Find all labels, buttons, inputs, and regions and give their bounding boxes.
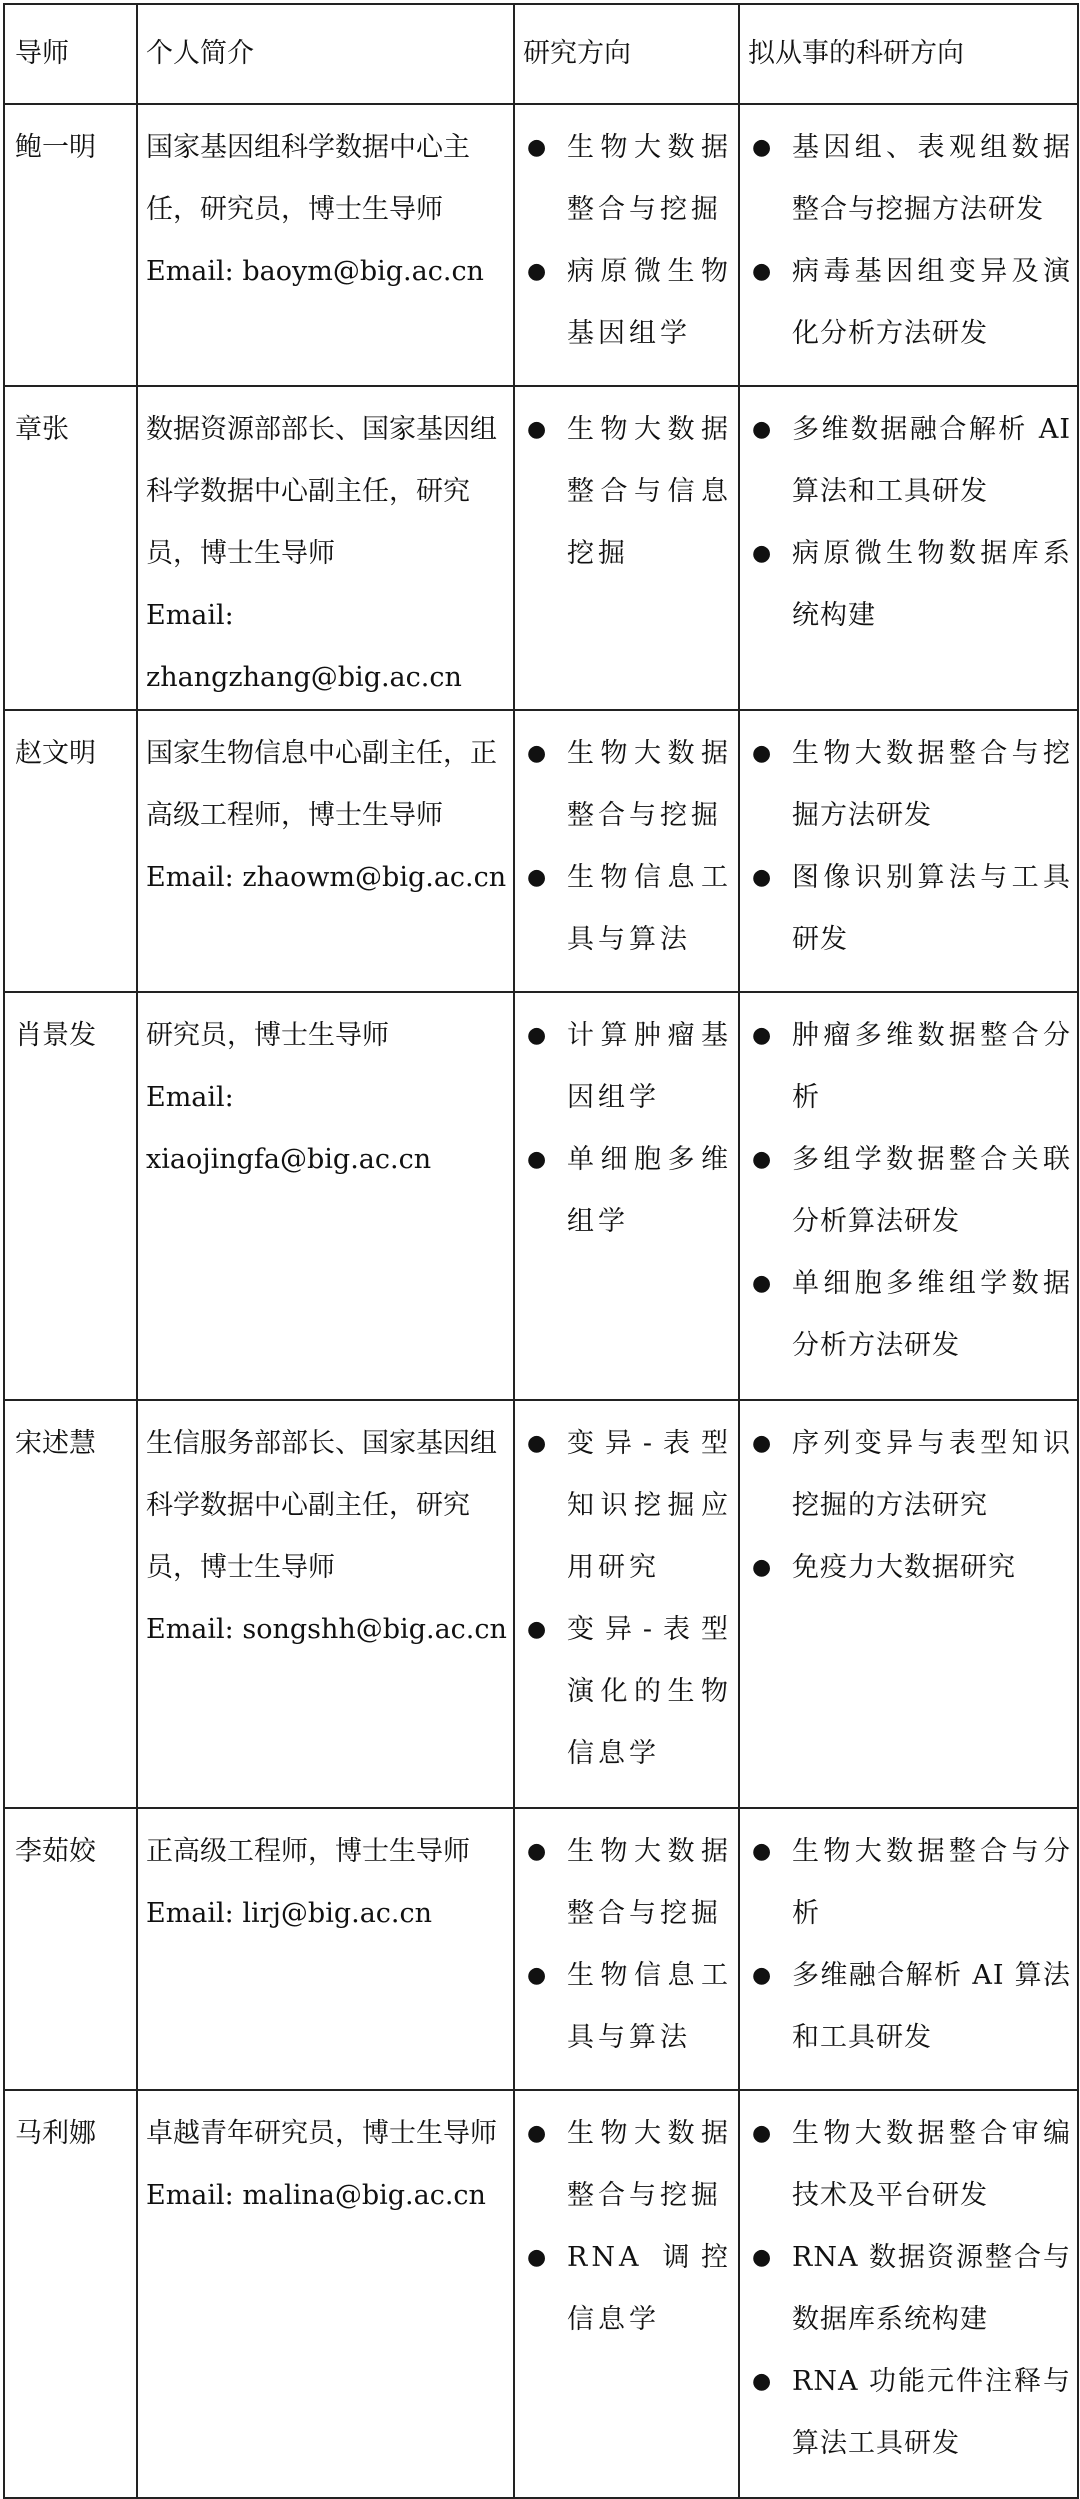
planned-directions-list — [748, 723, 1071, 971]
mentor-name: 赵文明 — [4, 710, 137, 992]
mentor-intro: 研究员，博士生导师 — [146, 1020, 389, 1051]
list-item-text: RNA 功能元件注释与算法工具研发 — [792, 2366, 1071, 2459]
mentor-email: Email: zhangzhang@big.ac.cn — [146, 600, 462, 693]
planned-directions-list — [748, 399, 1071, 647]
list-item — [748, 1005, 1071, 1129]
list-item-text: 单细胞多维组学数据分析方法研发 — [792, 1268, 1071, 1361]
mentor-name: 肖景发 — [4, 992, 137, 1400]
bullet-icon: ● — [752, 2121, 773, 2146]
mentor-intro: 数据资源部部长、国家基因组科学数据中心副主任，研究员，博士生导师 — [146, 414, 497, 569]
planned-directions — [739, 104, 1078, 386]
research-directions — [514, 710, 739, 992]
planned-directions — [739, 1400, 1078, 1808]
list-item-text: 病原微生物数据库系统构建 — [792, 538, 1071, 631]
list-item — [523, 1005, 732, 1129]
table-row — [4, 1400, 1078, 1808]
mentor-intro: 国家生物信息中心副主任，正高级工程师，博士生导师 — [146, 738, 497, 831]
mentor-intro-cell — [137, 386, 514, 710]
list-item — [748, 2103, 1071, 2227]
list-item-text: 生物大数据整合与分析 — [792, 1836, 1071, 1929]
bullet-icon: ● — [752, 1271, 773, 1296]
list-item-text: 单细胞多维组学 — [567, 1144, 732, 1237]
bullet-icon: ● — [752, 541, 773, 566]
bullet-icon: ● — [527, 1023, 551, 1048]
bullet-icon: ● — [527, 259, 551, 284]
planned-directions-list — [748, 2103, 1071, 2475]
planned-directions — [739, 2090, 1078, 2498]
planned-directions — [739, 1808, 1078, 2090]
bullet-icon: ● — [527, 741, 551, 766]
list-item-text: 生物大数据整合与挖掘 — [567, 2118, 732, 2211]
list-item — [523, 241, 732, 365]
list-item-text: 生物大数据整合审编技术及平台研发 — [792, 2118, 1071, 2211]
planned-directions-list — [748, 1821, 1071, 2069]
research-directions — [514, 1808, 739, 2090]
research-directions — [514, 1400, 739, 1808]
bullet-icon: ● — [752, 259, 773, 284]
list-item — [748, 2227, 1071, 2351]
list-item-text: 变异-表型知识挖掘应用研究 — [567, 1428, 732, 1583]
list-item — [748, 1821, 1071, 1945]
list-item-text: 计算肿瘤基因组学 — [567, 1020, 732, 1113]
bullet-icon: ● — [752, 1963, 773, 1988]
list-item-text: 病毒基因组变异及演化分析方法研发 — [792, 256, 1071, 349]
mentor-email: Email: zhaowm@big.ac.cn — [146, 862, 507, 893]
bullet-icon: ● — [752, 1839, 773, 1864]
list-item-text: 多维数据融合解析 AI 算法和工具研发 — [792, 414, 1071, 507]
mentor-name: 马利娜 — [4, 2090, 137, 2498]
list-item-text: RNA 调控信息学 — [567, 2242, 732, 2335]
mentor-email: Email: songshh@big.ac.cn — [146, 1614, 507, 1645]
list-item-text: 生物大数据整合与挖掘 — [567, 1836, 732, 1929]
bullet-icon: ● — [752, 417, 773, 442]
list-item-text: 免疫力大数据研究 — [792, 1552, 1016, 1583]
header-intro: 个人简介 — [137, 4, 514, 104]
mentor-intro-cell — [137, 992, 514, 1400]
list-item — [748, 2351, 1071, 2475]
list-item-text: 生物大数据整合与挖掘 — [567, 132, 732, 225]
mentor-name: 鲍一明 — [4, 104, 137, 386]
list-item-text: RNA 数据资源整合与数据库系统构建 — [792, 2242, 1071, 2335]
table-row — [4, 2090, 1078, 2498]
bullet-icon: ● — [752, 2245, 773, 2270]
list-item — [523, 723, 732, 847]
table-row — [4, 1808, 1078, 2090]
planned-directions-list — [748, 1413, 1071, 1599]
list-item — [748, 847, 1071, 971]
bullet-icon: ● — [752, 741, 773, 766]
mentor-email: Email: baoym@big.ac.cn — [146, 256, 484, 287]
research-directions-list — [523, 2103, 732, 2351]
research-directions-list — [523, 399, 732, 585]
mentor-table — [3, 3, 1079, 2499]
list-item — [523, 1945, 732, 2069]
mentor-intro-cell — [137, 1808, 514, 2090]
mentor-name: 宋述慧 — [4, 1400, 137, 1808]
list-item-text: 基因组、表观组数据整合与挖掘方法研发 — [792, 132, 1071, 225]
list-item — [523, 2227, 732, 2351]
table-row — [4, 386, 1078, 710]
bullet-icon: ● — [752, 1431, 773, 1456]
table-row — [4, 710, 1078, 992]
list-item — [523, 117, 732, 241]
research-directions-list — [523, 1821, 732, 2069]
planned-directions — [739, 992, 1078, 1400]
list-item — [523, 1599, 732, 1785]
list-item-text: 变异-表型演化的生物信息学 — [567, 1614, 732, 1769]
list-item-text: 生物大数据整合与挖掘方法研发 — [792, 738, 1071, 831]
bullet-icon: ● — [527, 417, 551, 442]
bullet-icon: ● — [752, 1023, 773, 1048]
list-item-text: 生物信息工具与算法 — [567, 1960, 732, 2053]
planned-directions-list — [748, 117, 1071, 365]
table-row — [4, 104, 1078, 386]
bullet-icon: ● — [527, 2121, 551, 2146]
list-item — [523, 1129, 732, 1253]
list-item — [748, 241, 1071, 365]
header-row — [4, 4, 1078, 104]
list-item-text: 生物大数据整合与信息挖掘 — [567, 414, 732, 569]
list-item — [748, 723, 1071, 847]
research-directions-list — [523, 117, 732, 365]
list-item-text: 生物大数据整合与挖掘 — [567, 738, 732, 831]
table-body — [4, 104, 1078, 2498]
mentor-intro: 卓越青年研究员，博士生导师 — [146, 2118, 497, 2149]
list-item — [523, 847, 732, 971]
mentor-name: 李茹姣 — [4, 1808, 137, 2090]
research-directions-list — [523, 723, 732, 971]
list-item — [523, 2103, 732, 2227]
mentor-email: Email: malina@big.ac.cn — [146, 2180, 486, 2211]
bullet-icon: ● — [752, 135, 773, 160]
bullet-icon: ● — [527, 1839, 551, 1864]
list-item-text: 多组学数据整合关联分析算法研发 — [792, 1144, 1071, 1237]
list-item-text: 序列变异与表型知识挖掘的方法研究 — [792, 1428, 1071, 1521]
list-item — [748, 1413, 1071, 1537]
mentor-intro-cell — [137, 104, 514, 386]
header-research: 研究方向 — [514, 4, 739, 104]
list-item-text: 图像识别算法与工具研发 — [792, 862, 1071, 955]
list-item — [748, 1945, 1071, 2069]
header-planned: 拟从事的科研方向 — [739, 4, 1078, 104]
list-item — [523, 1821, 732, 1945]
bullet-icon: ● — [527, 2245, 551, 2270]
list-item — [523, 1413, 732, 1599]
mentor-email: Email: xiaojingfa@big.ac.cn — [146, 1082, 432, 1175]
list-item — [748, 1129, 1071, 1253]
bullet-icon: ● — [752, 2369, 773, 2394]
research-directions — [514, 104, 739, 386]
list-item — [748, 523, 1071, 647]
mentor-intro-cell — [137, 2090, 514, 2498]
research-directions — [514, 992, 739, 1400]
list-item-text: 肿瘤多维数据整合分析 — [792, 1020, 1071, 1113]
list-item-text: 生物信息工具与算法 — [567, 862, 732, 955]
list-item — [748, 1253, 1071, 1377]
bullet-icon: ● — [527, 865, 551, 890]
bullet-icon: ● — [527, 1963, 551, 1988]
list-item-text: 病原微生物基因组学 — [567, 256, 732, 349]
planned-directions — [739, 710, 1078, 992]
table-row — [4, 992, 1078, 1400]
header-mentor: 导师 — [4, 4, 137, 104]
mentor-email: Email: lirj@big.ac.cn — [146, 1898, 433, 1929]
bullet-icon: ● — [527, 135, 551, 160]
bullet-icon: ● — [527, 1431, 551, 1456]
bullet-icon: ● — [527, 1147, 551, 1172]
bullet-icon: ● — [752, 1147, 773, 1172]
list-item — [748, 1537, 1071, 1599]
planned-directions-list — [748, 1005, 1071, 1377]
mentor-intro-cell — [137, 710, 514, 992]
bullet-icon: ● — [752, 1555, 773, 1580]
bullet-icon: ● — [752, 865, 773, 890]
planned-directions — [739, 386, 1078, 710]
list-item — [523, 399, 732, 585]
research-directions-list — [523, 1005, 732, 1253]
mentor-intro-cell — [137, 1400, 514, 1808]
list-item — [748, 117, 1071, 241]
list-item — [748, 399, 1071, 523]
mentor-intro: 生信服务部部长、国家基因组科学数据中心副主任，研究员，博士生导师 — [146, 1428, 497, 1583]
research-directions — [514, 2090, 739, 2498]
bullet-icon: ● — [527, 1617, 551, 1642]
research-directions — [514, 386, 739, 710]
research-directions-list — [523, 1413, 732, 1785]
mentor-intro: 正高级工程师，博士生导师 — [146, 1836, 470, 1867]
mentor-intro: 国家基因组科学数据中心主任，研究员，博士生导师 — [146, 132, 470, 225]
mentor-name: 章张 — [4, 386, 137, 710]
list-item-text: 多维融合解析 AI 算法和工具研发 — [792, 1960, 1071, 2053]
